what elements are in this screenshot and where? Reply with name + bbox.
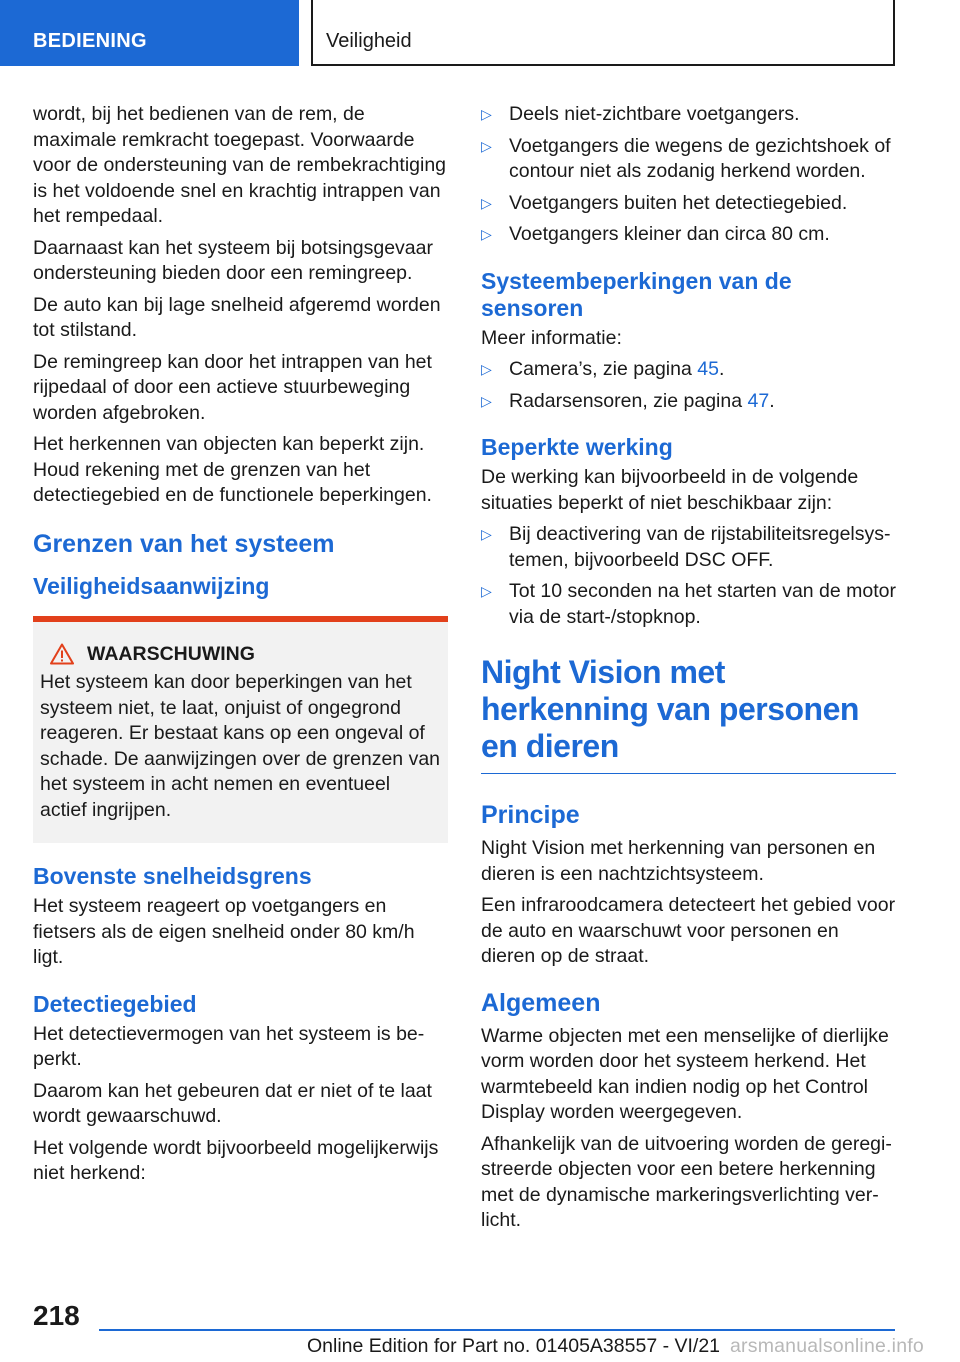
paragraph: Daarom kan het gebeuren dat er niet of te laat wordt gewaarschuwd.: [33, 1079, 432, 1127]
paragraph: De auto kan bij lage snelheid afgeremd worden tot stilstand.: [33, 293, 441, 341]
page-number: 218: [33, 1300, 80, 1331]
heading-beperkte-werking: Beperkte werking: [481, 434, 673, 460]
paragraph: Het volgende wordt bijvoorbeeld mogelijkerwijs niet herkend:: [33, 1136, 439, 1184]
triangle-bullet-icon: ▷: [481, 106, 492, 122]
heading-principe: Principe: [481, 801, 580, 829]
paragraph: Het detectievermogen van het systeem is beperkt.: [33, 1022, 425, 1070]
warning-title-text: WAARSCHUWING: [87, 642, 255, 665]
triangle-bullet-icon: ▷: [481, 226, 492, 242]
triangle-bullet-icon: ▷: [481, 137, 492, 154]
paragraph: wordt, bij het bedienen van de rem, de maximale remkracht toegepast. Voorwaarde voor de ondersteuning van de rembekrachtiging is het voldoende snel en krachtig intrappen van het rempedaal.: [33, 103, 447, 227]
paragraph: De remingreep kan door het intrappen van het rijpedaal of door een actieve stuurbeweging worden afgebroken.: [33, 350, 432, 424]
warning-title: [40, 642, 440, 668]
section-tab: [0, 0, 299, 66]
page-header: [0, 0, 960, 66]
header-divider: [311, 0, 313, 66]
paragraph: Een infraroodcamera detecteert het gebied voor de auto en waarschuwt voor personen en dieren op de straat.: [481, 894, 896, 967]
paragraph: De werking kan bijvoorbeeld in de volgende situaties beperkt of niet beschikbaar zijn:: [481, 466, 859, 514]
paragraph: Het herkennen van objecten kan beperkt zijn. Houd rekening met de grenzen van het detectiegebied en de functionele beperkingen.: [33, 433, 432, 506]
heading-veiligheidsaanwijzing: Veiligheidsaanwijzing: [33, 572, 270, 599]
list-item: ▷ Voetgangers kleiner dan circa 80 cm.: [481, 222, 896, 248]
paragraph: Meer informatie:: [481, 326, 622, 349]
warning-body: Het systeem kan door beperkingen van het systeem niet, te laat, onjuist of ongegrond reageren. Er bestaat kans op een ongeval of schade. De aanwijzingen over de grenzen van het systeem in acht nemen en eventueel actief ingrijpen.: [40, 671, 441, 821]
triangle-bullet-icon: ▷: [481, 194, 492, 211]
list-item: ▷ Radarsensoren, zie pagina 47.: [481, 389, 896, 415]
section-tab-label: BEDIENING: [33, 30, 147, 52]
list-item: ▷ Tot 10 seconden na het starten van de motor via de start-/stopknop.: [481, 579, 896, 630]
left-column: [33, 102, 448, 1193]
heading-systeembeperkingen: Systeembeperkingen van de sensoren: [481, 267, 792, 321]
list-beperkte: [481, 522, 896, 630]
heading-detectiegebied: Detectiegebied: [33, 990, 197, 1017]
paragraph: Het systeem reageert op voetgangers en fietsers als de eigen snelheid onder 80 km/h ligt.: [33, 895, 415, 968]
header-underline: [311, 64, 895, 66]
page-link-47[interactable]: 47: [747, 389, 770, 412]
warning-box: [33, 616, 448, 844]
header-right-border: [893, 0, 895, 66]
watermark: arsmanualsonline.info: [730, 1335, 924, 1357]
footer-edition: Online Edition for Part no. 01405A38557 - VI/21: [307, 1335, 721, 1357]
triangle-bullet-icon: ▷: [481, 526, 492, 542]
list-item: ▷ Camera’s, zie pagina 45.: [481, 357, 896, 383]
triangle-bullet-icon: ▷: [481, 361, 492, 377]
paragraph: Warme objecten met een menselijke of dierlijke vorm worden door het systeem herkend. Het warmtebeeld kan indien nodig op het Control Display worden weergegeven.: [481, 1024, 889, 1123]
list-undetected: [481, 102, 896, 248]
paragraph: Afhankelijk van de uitvoering worden de geregistreerde objecten voor een betere herkenning met de dynamische markeringsverlichting verlicht.: [481, 1132, 892, 1231]
subsection-title: Veiligheid: [326, 30, 412, 52]
paragraph: Daarnaast kan het systeem bij botsingsgevaar ondersteuning bieden door een remingreep.: [33, 236, 433, 284]
list-item: ▷ Deels niet-zichtbare voetgangers.: [481, 102, 896, 128]
heading-bovenste-snelheidsgrens: Bovenste snelheidsgrens: [33, 863, 312, 889]
list-item: ▷ Voetgangers buiten het detectiegebied.: [481, 191, 896, 217]
list-item: ▷ Voetgangers die wegens de gezichtshoek of contour niet als zodanig herkend worden.: [481, 134, 896, 185]
paragraph: Night Vision met herkenning van personen en dieren is een nachtzichtsysteem.: [481, 837, 876, 885]
list-sensoren: [481, 357, 896, 414]
page-link-45[interactable]: 45: [697, 358, 719, 380]
triangle-bullet-icon: ▷: [481, 392, 492, 409]
chapter-title-night-vision: Night Vision met herkenning van personen en dieren: [481, 654, 896, 774]
list-item: ▷ Bij deactivering van de rijstabiliteitsregelsystemen, bijvoorbeeld DSC OFF.: [481, 522, 896, 573]
footer-rule: [99, 1329, 895, 1331]
heading-grenzen: Grenzen van het systeem: [33, 529, 335, 558]
triangle-bullet-icon: ▷: [481, 583, 492, 599]
right-column: [481, 102, 896, 1240]
warning-triangle-icon: [50, 643, 74, 665]
heading-algemeen: Algemeen: [481, 988, 601, 1017]
